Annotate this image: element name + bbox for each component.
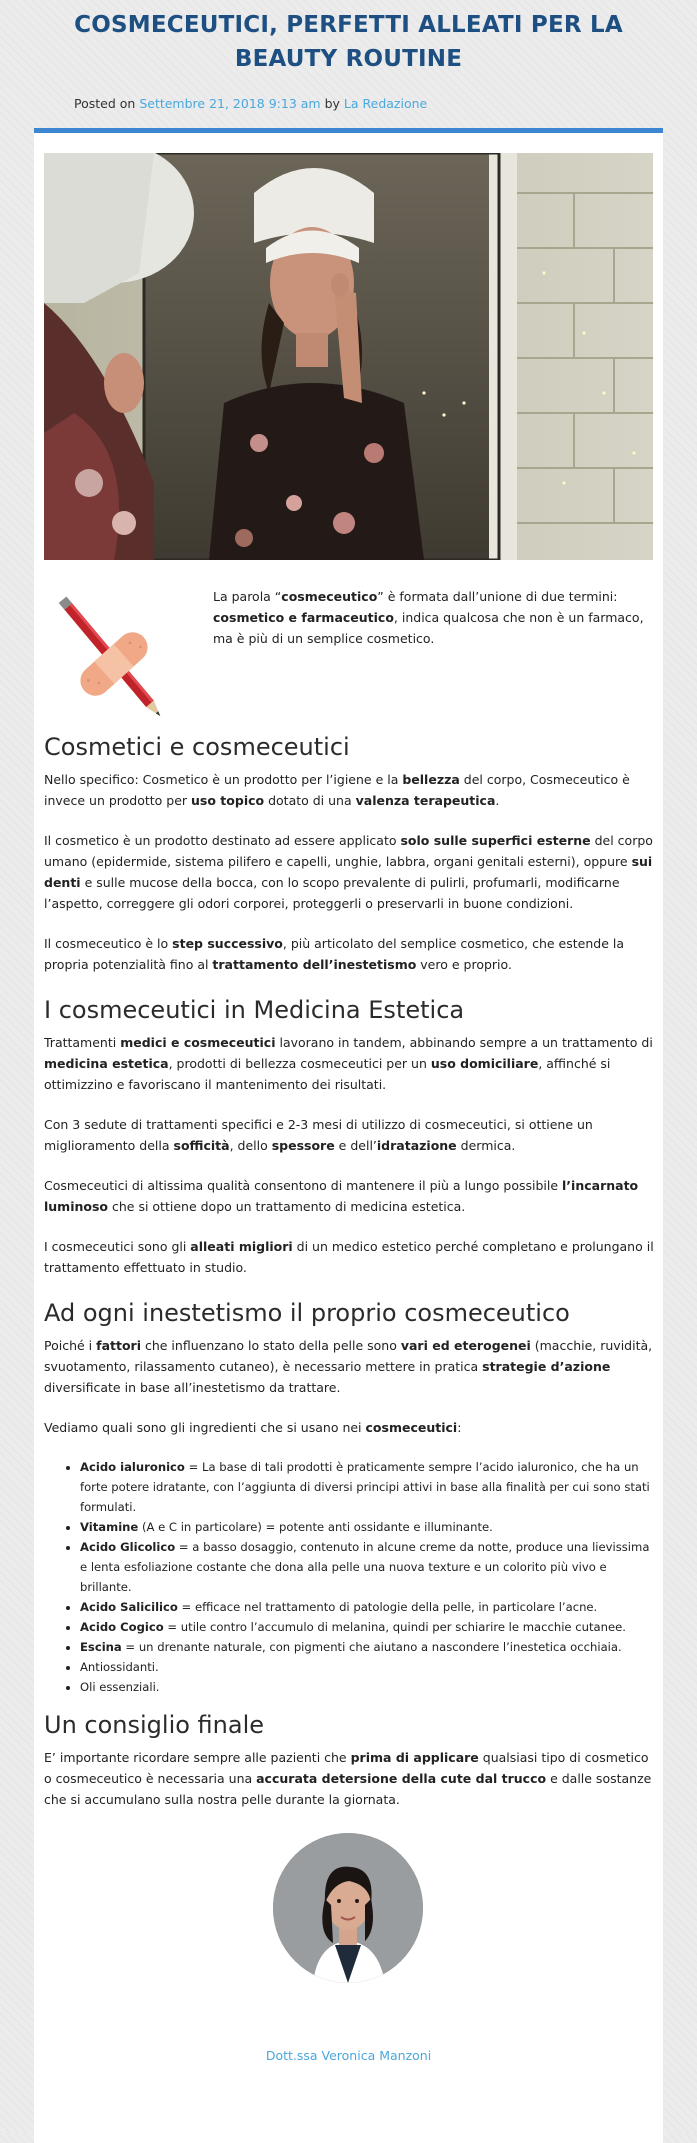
post-date-link[interactable]: Settembre 21, 2018 9:13 am: [139, 96, 321, 111]
bold-text: cosmeceutico: [281, 589, 378, 604]
paragraph: Poiché i fattori che influenzano lo stato della pelle sono vari ed eterogenei (macchie, ruvidità, svuotamento, rilassamento cutaneo), è necessario mettere in pratica strategie d’azione diversificate in base all’inestetismo da trattare.: [44, 1338, 653, 1395]
ingredient-list: [44, 1457, 656, 1697]
list-item: • Acido Salicilico = efficace nel trattamento di patologie della pelle, in particolare l’acne.: [80, 1597, 656, 1617]
paragraph: Trattamenti medici e cosmeceutici lavorano in tandem, abbinando sempre a un trattamento di medicina estetica, prodotti di bellezza cosmeceutici per un uso domiciliare, affinché si ottimizzino e favoriscano il mantenimento dei risultati.: [44, 1035, 653, 1092]
author-avatar: [273, 1833, 423, 1983]
author-link[interactable]: La Redazione: [343, 96, 428, 111]
text: La parola “: [213, 589, 282, 604]
intro-text: [213, 586, 655, 649]
list-item: • Acido Cogico = utile contro l’accumulo di melanina, quindi per schiarire le macchie cutanee.: [80, 1617, 656, 1637]
post-title: COSMECEUTICI, PERFETTI ALLEATI PER LA BEAUTY ROUTINE: [74, 12, 623, 72]
posted-on-label: Posted on: [74, 96, 136, 111]
text: , indica qualcosa che non è un farmaco, ma è più di un semplice cosmetico.: [213, 610, 644, 646]
paragraph: E’ importante ricordare sempre alle pazienti che prima di applicare qualsiasi tipo di cosmetico o cosmeceutico è necessaria una accurata detersione della cute dal trucco e dalle sostanze che si accumulano sulla nostra pelle durante la giornata.: [44, 1750, 652, 1807]
section-heading: Cosmetici e cosmeceutici: [44, 733, 350, 761]
list-item: • Acido ialuronico = La base di tali prodotti è praticamente sempre l’acido ialuronico, che ha un forte potere idratante, con l’aggiunta di diversi principi attivi in base alla finalità per cui sono stati formulati.: [80, 1457, 656, 1517]
by-label: by: [324, 96, 340, 111]
text: ” è formata dall’unione di due termini:: [377, 589, 618, 604]
list-item: • Antiossidanti.: [80, 1657, 656, 1677]
pencil-bandage-image: [44, 586, 184, 736]
paragraph: Nello specifico: Cosmetico è un prodotto per l’igiene e la bellezza del corpo, Cosmeceutico è invece un prodotto per uso topico dotato di una valenza terapeutica.: [44, 772, 630, 808]
hero-image: [44, 153, 653, 560]
list-item: • Oli essenziali.: [80, 1677, 656, 1697]
author-signature[interactable]: Dott.ssa Veronica Manzoni: [265, 2048, 432, 2063]
article-content: [44, 731, 656, 1829]
list-item: • Acido Glicolico = a basso dosaggio, contenuto in alcune creme da notte, produce una lievissima e lenta esfoliazione costante che dona alla pelle una nuova texture e un colorito più vivo e brillante.: [80, 1537, 656, 1597]
section-heading: Ad ogni inestetismo il proprio cosmeceutico: [44, 1299, 570, 1327]
post-meta: [74, 96, 657, 111]
paragraph: I cosmeceutici sono gli alleati migliori di un medico estetico perché completano e prolungano il trattamento effettuato in studio.: [44, 1239, 654, 1275]
article-card: [34, 128, 663, 2143]
post-header: [0, 0, 697, 111]
paragraph: Vediamo quali sono gli ingredienti che si usano nei cosmeceutici:: [44, 1420, 462, 1435]
bold-text: cosmetico e farmaceutico: [213, 610, 394, 625]
paragraph: Il cosmetico è un prodotto destinato ad essere applicato solo sulle superfici esterne del corpo umano (epidermide, sistema pilifero e capelli, unghie, labbra, organi genitali esterni), oppure sui denti e sulle mucose della bocca, con lo scopo prevalente di pulirli, profumarli, modificarne l’aspetto, correggere gli odori corporei, proteggerli o preservarli in buone condizioni.: [44, 833, 653, 911]
section-heading: I cosmeceutici in Medicina Estetica: [44, 996, 465, 1024]
list-item: • Escina = un drenante naturale, con pigmenti che aiutano a nascondere l’inestetica occhiaia.: [80, 1637, 656, 1657]
paragraph: Cosmeceutici di altissima qualità consentono di mantenere il più a lungo possibile l’incarnato luminoso che si ottiene dopo un trattamento di medicina estetica.: [44, 1178, 639, 1214]
paragraph: Il cosmeceutico è lo step successivo, più articolato del semplice cosmetico, che estende la propria potenzialità fino al trattamento dell’inestetismo vero e proprio.: [44, 936, 625, 972]
list-item: • Vitamine (A e C in particolare) = potente anti ossidante e illuminante.: [80, 1517, 656, 1537]
paragraph: Con 3 sedute di trattamenti specifici e 2-3 mesi di utilizzo di cosmeceutici, si ottiene un miglioramento della sofficità, dello spessore e dell’idratazione dermica.: [44, 1117, 593, 1153]
section-heading: Un consiglio finale: [44, 1711, 265, 1739]
